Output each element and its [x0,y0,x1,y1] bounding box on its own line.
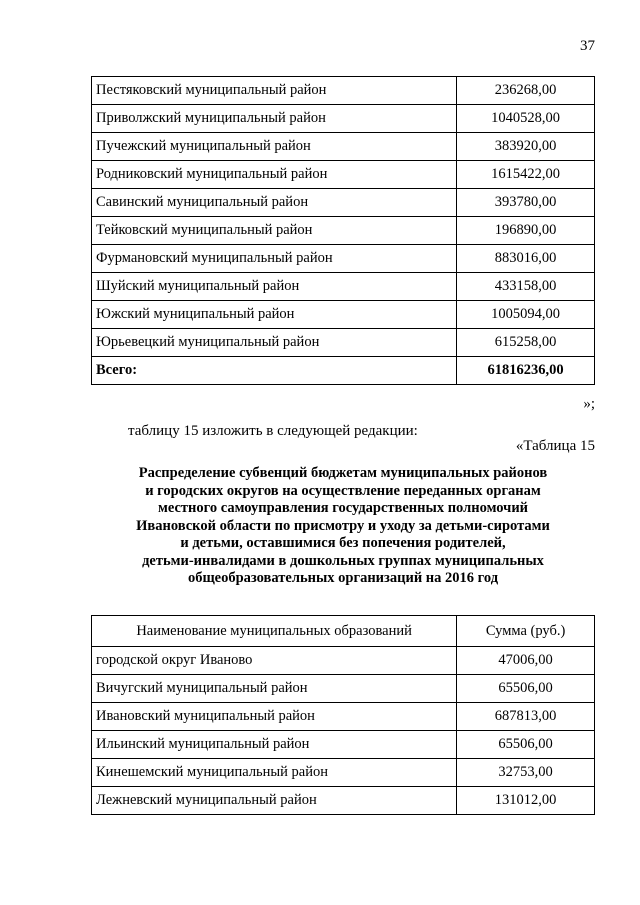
municipality-name-cell: Вичугский муниципальный район [92,675,457,703]
amount-cell: 383920,00 [457,133,595,161]
municipality-name-cell: Юрьевецкий муниципальный район [92,329,457,357]
table-row [92,217,595,245]
budget-table-continued [91,76,595,385]
section-title-line: местного самоуправления государственных полномочий [157,500,529,516]
amount-cell: 196890,00 [457,217,595,245]
amount-cell: 1040528,00 [457,105,595,133]
total-label: Всего: [92,357,457,385]
amount-cell: 1615422,00 [457,161,595,189]
table-row [92,759,595,787]
table-row [92,245,595,273]
subvention-table [91,615,595,815]
amount-cell: 1005094,00 [457,301,595,329]
page-number: 37 [580,38,595,54]
column-header-name: Наименование муниципальных образований [92,616,457,647]
table-row [92,273,595,301]
table-row [92,329,595,357]
amount-cell: 236268,00 [457,77,595,105]
municipality-name-cell: Ивановский муниципальный район [92,703,457,731]
table-row [92,301,595,329]
municipality-name-cell: Шуйский муниципальный район [92,273,457,301]
amount-cell: 47006,00 [457,647,595,675]
municipality-name-cell: Лежневский муниципальный район [92,787,457,815]
total-row [92,357,595,385]
amount-cell: 131012,00 [457,787,595,815]
total-amount: 61816236,00 [457,357,595,385]
table-row [92,703,595,731]
table-row [92,77,595,105]
amount-cell: 687813,00 [457,703,595,731]
table-row [92,133,595,161]
amount-cell: 65506,00 [457,675,595,703]
municipality-name-cell: Южский муниципальный район [92,301,457,329]
municipality-name-cell: Родниковский муниципальный район [92,161,457,189]
section-title-line: Ивановской области по присмотру и уходу за детьми-сиротами [136,517,550,534]
section-title [91,465,595,588]
table-row [92,787,595,815]
municipality-name-cell: Ильинский муниципальный район [92,731,457,759]
table-row [92,675,595,703]
municipality-name-cell: Фурмановский муниципальный район [92,245,457,273]
instruction-text: таблицу 15 изложить в следующей редакции: [128,423,418,439]
table-row [92,731,595,759]
municipality-name-cell: Савинский муниципальный район [92,189,457,217]
table-header-row [92,616,595,647]
amount-cell: 615258,00 [457,329,595,357]
column-header-sum: Сумма (руб.) [457,616,595,647]
amount-cell: 433158,00 [457,273,595,301]
amount-cell: 393780,00 [457,189,595,217]
municipality-name-cell: городской округ Иваново [92,647,457,675]
amount-cell: 65506,00 [457,731,595,759]
table-row [92,105,595,133]
closing-quote: »; [583,396,595,412]
municipality-name-cell: Тейковский муниципальный район [92,217,457,245]
municipality-name-cell: Пучежский муниципальный район [92,133,457,161]
table-row [92,189,595,217]
amount-cell: 32753,00 [457,759,595,787]
section-title-line: и городских округов на осуществление переданных органам [145,482,541,499]
table-row [92,161,595,189]
municipality-name-cell: Кинешемский муниципальный район [92,759,457,787]
amount-cell: 883016,00 [457,245,595,273]
section-title-line: Распределение субвенций бюджетам муниципальных районов [138,465,548,481]
section-title-line: общеобразовательных организаций на 2016 год [187,570,499,586]
table-row [92,647,595,675]
municipality-name-cell: Пестяковский муниципальный район [92,77,457,105]
table-label: «Таблица 15 [515,438,595,454]
municipality-name-cell: Приволжский муниципальный район [92,105,457,133]
section-title-line: детьми-инвалидами в дошкольных группах муниципальных [142,552,544,569]
section-title-line: и детьми, оставшимися без попечения родителей, [180,535,506,551]
